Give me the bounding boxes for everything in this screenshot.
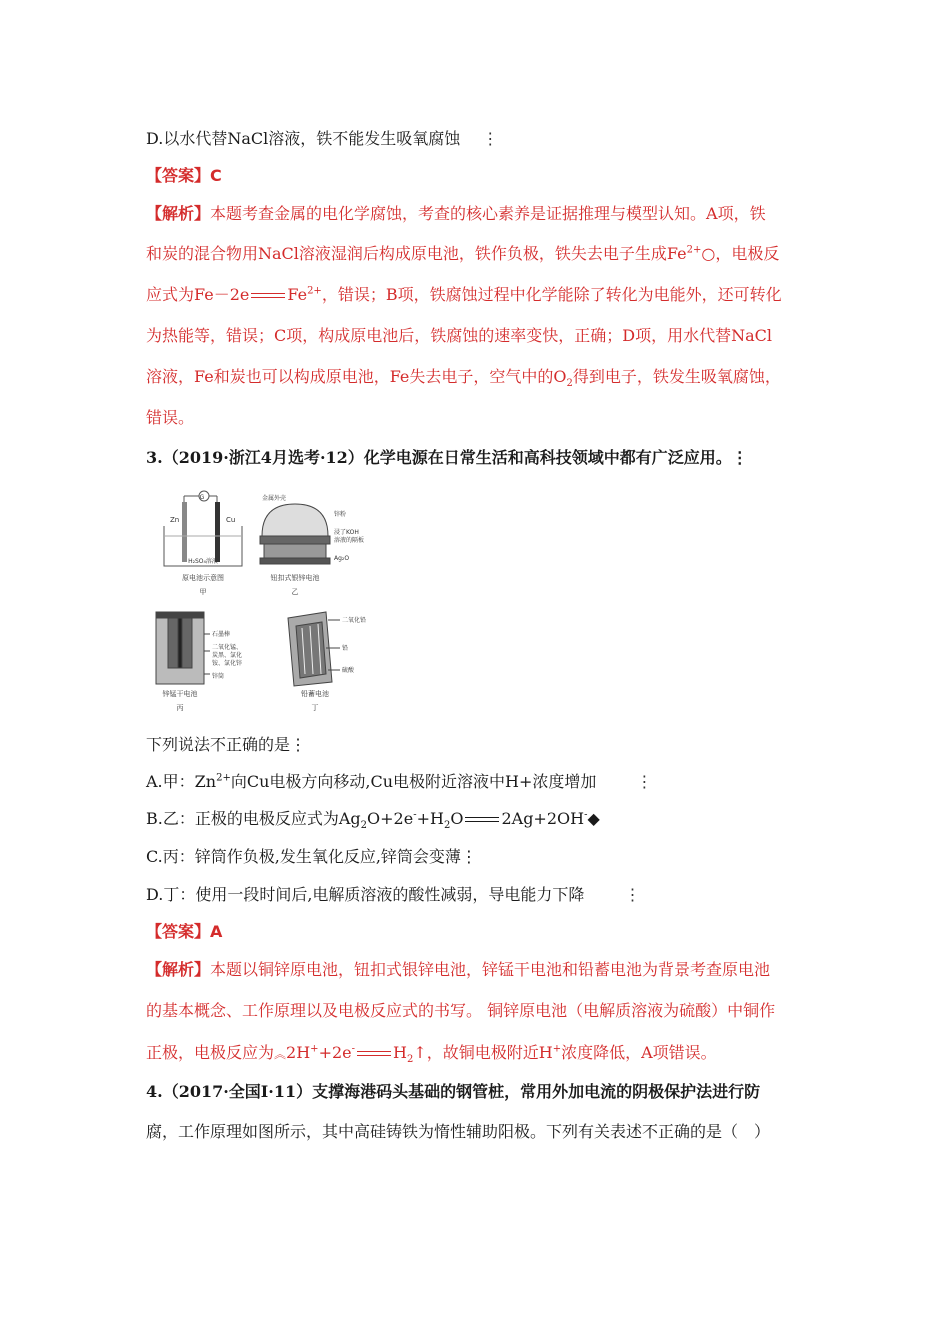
q4-stem-line-2: 腐，工作原理如图所示，其中高硅铸铁为惰性辅助阳极。下列有关表述不正确的是（ ） [146,1122,771,1141]
q2-analysis-line-6: 错误。 [146,408,195,427]
svg-text:锌筒: 锌筒 [212,673,225,680]
svg-text:二氧化锰、: 二氧化锰、 [212,644,243,651]
equals-sign [251,293,285,298]
q3-analysis-line-2: 的基本概念、工作原理以及电极反应式的书写。 铜锌原电池（电解质溶液为硫酸）中铜作 [146,1001,776,1020]
q2-option-d: D.以水代替NaCl溶液，铁不能发生吸氧腐蚀 ⋮ [146,129,499,148]
svg-text:乙: 乙 [291,588,299,596]
svg-text:Zn: Zn [170,516,180,524]
svg-text:丙: 丙 [176,704,184,712]
q3-option-a: A.甲：$Zn^{2+}$向Cu电极方向移动,Cu电极附近溶液中H+浓度增加 ⋮ [146,772,653,791]
q3-option-b: B.乙：正极的电极反应式为$Ag_2O+2e^-+H_2O$ 2Ag+2OH-◆ [146,809,600,832]
q2-analysis-line-1: 【解析】本题考查金属的电化学腐蚀，考查的核心素养是证据推理与模型认知。A项，铁 [146,204,766,223]
answer-value: C [210,166,222,185]
svg-text:甲: 甲 [199,588,207,596]
galvanometer-label: G [199,494,205,501]
svg-text:H₂SO₄溶液: H₂SO₄溶液 [188,558,218,565]
q2-analysis-line-3: 应式为Fe－2e $Fe^{2+}$，错误；B项，铁腐蚀过程中化学能除了转化为电能外，还可转化 [146,285,782,304]
chevron-up-icon: ︽ [274,1047,287,1061]
svg-text:溶液的隔板: 溶液的隔板 [334,537,365,544]
battery-figure [150,486,410,722]
svg-text:锌锰干电池: 锌锰干电池 [162,690,198,698]
diamond-icon: ◆ [587,809,600,828]
analysis-tag: 【解析】 [146,204,211,223]
q2-answer [146,165,222,187]
figure-ding [288,612,340,686]
q2-analysis-line-4: 为热能等，错误；C项，构成原电池后，铁腐蚀的速率变快，正确；D项，用水代替NaCl [146,326,772,345]
q3-prompt: 下列说法不正确的是⋮ [146,735,307,754]
answer-value: A [210,922,223,941]
q3-answer [146,921,222,943]
svg-text:Ag₂O: Ag₂O [334,555,350,562]
svg-text:硫酸: 硫酸 [342,667,355,674]
answer-tag: 【答案】 [146,922,211,941]
q4-stem-line-1: 4.（2017·全国Ⅰ·11）支撑海港码头基础的钢管桩，常用外加电流的阴极保护法进行防 [146,1082,761,1101]
q3-analysis-line-1: 【解析】本题以铜锌原电池，钮扣式银锌电池，锌锰干电池和铅蓄电池为背景考查原电池 [146,960,771,979]
figure-bing [156,612,210,684]
q3-stem: 3.（2019·浙江4月选考·12）化学电源在日常生活和高科技领域中都有广泛应用。⋮ [146,448,748,467]
svg-text:石墨棒: 石墨棒 [212,631,231,638]
svg-text:锌粉: 锌粉 [334,511,347,518]
q2-analysis-line-5: 溶液，Fe和炭也可以构成原电池，Fe失去电子，空气中的$O_2$得到电子，铁发生吸氧腐蚀， [146,367,781,390]
analysis-tag: 【解析】 [146,960,211,979]
svg-text:钮扣式银锌电池: 钮扣式银锌电池 [270,574,320,582]
figure-jia [164,491,242,566]
q3-option-d: D.丁：使用一段时间后,电解质溶液的酸性减弱，导电能力下降 ⋮ [146,885,641,904]
figure-yi [260,504,330,564]
ellipsis-mark: ⋮ [482,129,499,148]
q3-analysis-line-3: 正极，电极反应为︽2H++2e- $H_2↑$，故铜电极附近H+浓度降低，A项错误。 [146,1043,717,1066]
svg-text:炭黑、氯化: 炭黑、氯化 [212,652,243,659]
svg-text:二氧化铅: 二氧化铅 [342,617,367,624]
svg-text:丁: 丁 [311,704,319,712]
svg-text:铅蓄电池: 铅蓄电池 [301,690,329,698]
equals-sign [465,817,499,822]
svg-text:金属外壳: 金属外壳 [262,495,287,502]
svg-text:浸了KOH: 浸了KOH [334,529,359,536]
answer-tag: 【答案】 [146,166,211,185]
q3-option-c: C.丙：锌筒作负极,发生氧化反应,锌筒会变薄⋮ [146,847,477,866]
svg-text:铅: 铅 [342,645,349,652]
q2-analysis-line-2: 和炭的混合物用NaCl溶液湿润后构成原电池，铁作负极，铁失去电子生成$Fe^{2+}○$，电极反 [146,244,780,263]
svg-text:铵、氯化锌: 铵、氯化锌 [212,660,243,667]
svg-text:原电池示意图: 原电池示意图 [182,574,224,582]
svg-text:Cu: Cu [226,516,236,524]
equals-sign [357,1051,391,1056]
